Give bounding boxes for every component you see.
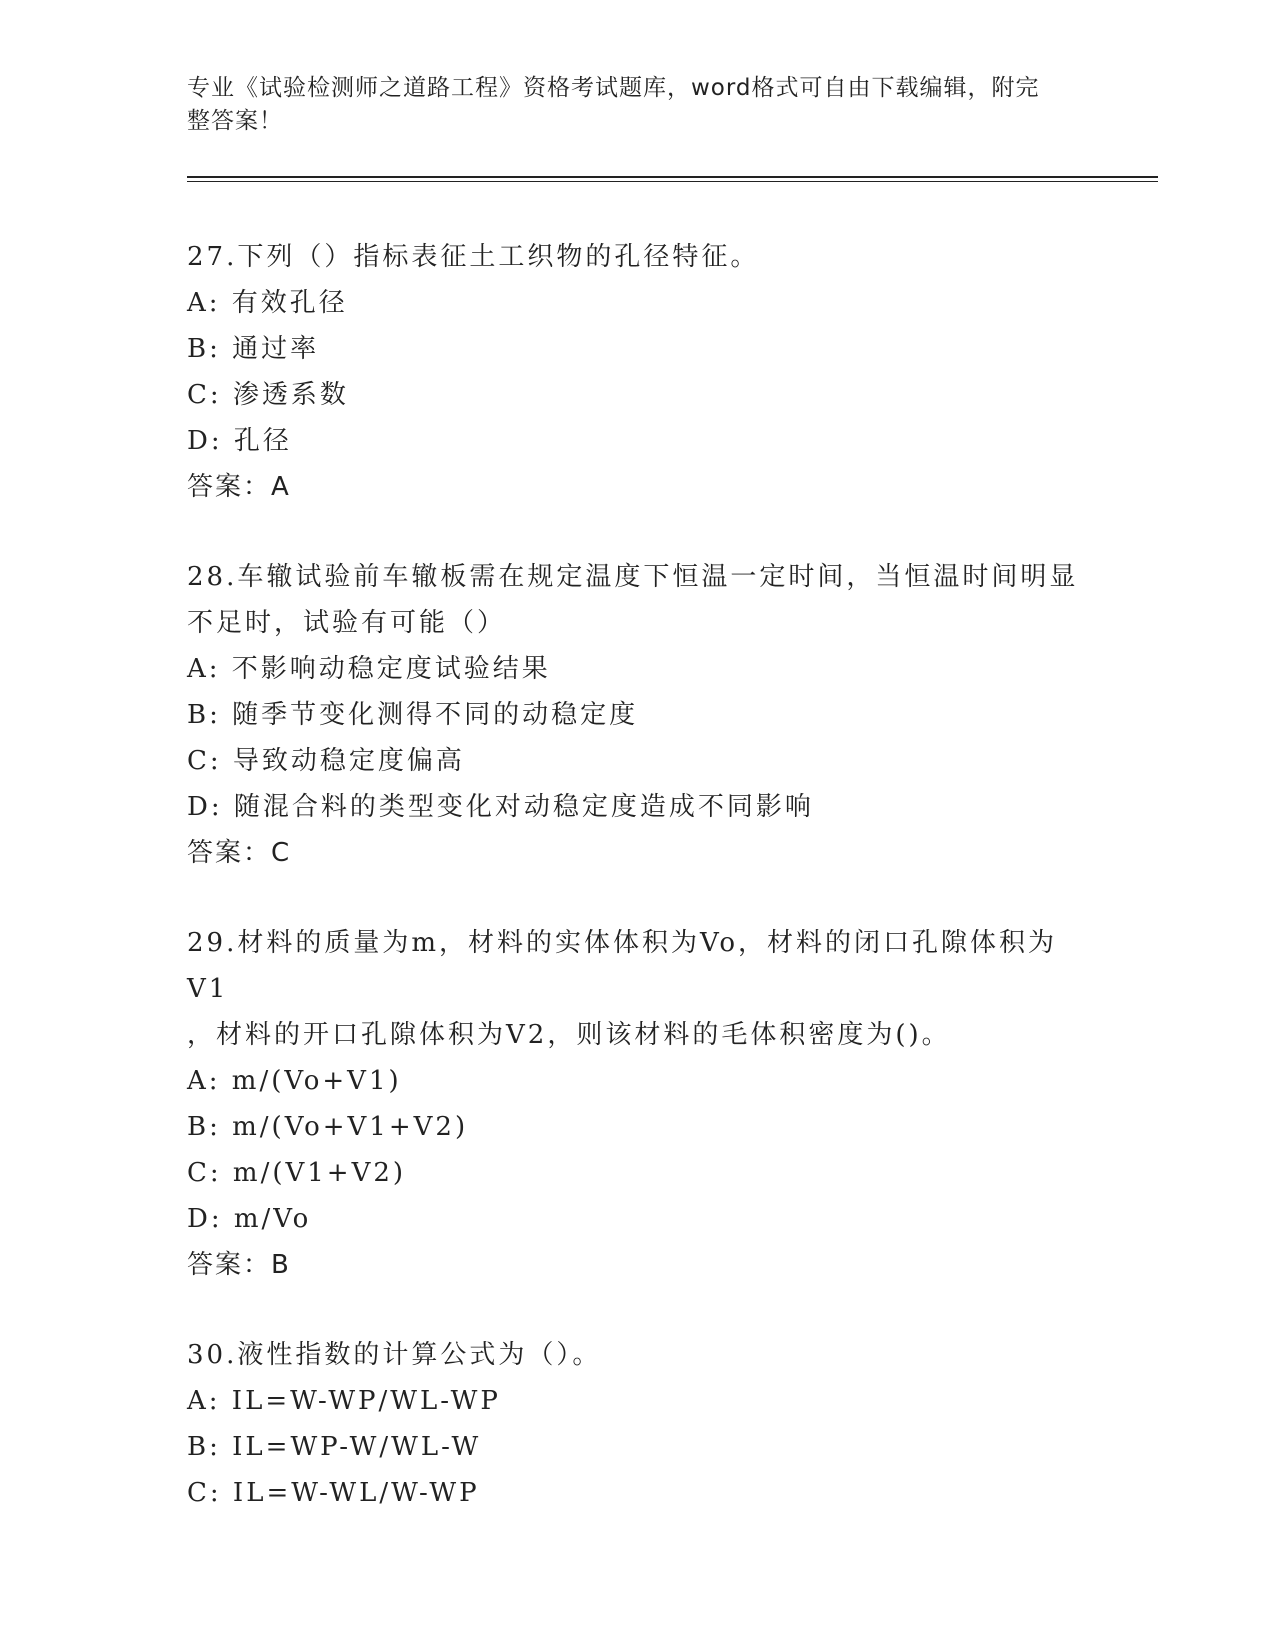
- option-a: A: 有效孔径: [187, 288, 348, 318]
- question-spacer: [187, 510, 1087, 554]
- answer-line: 答案：C: [187, 838, 292, 868]
- option-b: B: 通过率: [187, 334, 320, 364]
- option-d: D: m/Vo: [187, 1204, 312, 1234]
- question-text-continued: 不足时，试验有可能（）: [187, 608, 507, 638]
- option-c: C: 导致动稳定度偏高: [187, 746, 465, 776]
- question-30: [187, 1332, 1087, 1516]
- question-spacer: [187, 876, 1087, 920]
- option-a: A: IL=W-WP/WL-WP: [187, 1386, 501, 1416]
- question-text: 30.液性指数的计算公式为（）。: [187, 1340, 602, 1370]
- answer-line: 答案：B: [187, 1250, 291, 1280]
- header-divider: [187, 176, 1158, 178]
- option-c: C: IL=W-WL/W-WP: [187, 1478, 480, 1508]
- header-divider-thin: [187, 181, 1158, 182]
- option-b: B: m/(Vo+V1+V2): [187, 1112, 469, 1142]
- option-d: D: 随混合料的类型变化对动稳定度造成不同影响: [187, 792, 814, 822]
- question-text: 29.材料的质量为m，材料的实体体积为Vo，材料的闭口孔隙体积为V1: [187, 928, 1058, 1004]
- option-a: A: 不影响动稳定度试验结果: [187, 654, 551, 684]
- option-b: B: 随季节变化测得不同的动稳定度: [187, 700, 639, 730]
- question-spacer: [187, 1288, 1087, 1332]
- question-29: [187, 920, 1087, 1288]
- question-27: [187, 234, 1087, 510]
- option-c: C: m/(V1+V2): [187, 1158, 407, 1188]
- question-text: 27.下列（）指标表征土工织物的孔径特征。: [187, 242, 760, 272]
- header-line-2: 整答案！: [187, 108, 283, 134]
- question-list: [187, 234, 1087, 1516]
- question-28: [187, 554, 1087, 876]
- question-text: 28.车辙试验前车辙板需在规定温度下恒温一定时间，当恒温时间明显: [187, 562, 1079, 592]
- page-header: [187, 72, 1067, 138]
- option-c: C: 渗透系数: [187, 380, 349, 410]
- question-text-continued: ，材料的开口孔隙体积为V2，则该材料的毛体积密度为()。: [187, 1020, 951, 1050]
- header-line-1: 专业《试验检测师之道路工程》资格考试题库，word格式可自由下载编辑，附完: [187, 75, 1040, 101]
- option-d: D: 孔径: [187, 426, 292, 456]
- answer-line: 答案：A: [187, 472, 291, 502]
- option-b: B: IL=WP-W/WL-W: [187, 1432, 482, 1462]
- option-a: A: m/(Vo+V1): [187, 1066, 402, 1096]
